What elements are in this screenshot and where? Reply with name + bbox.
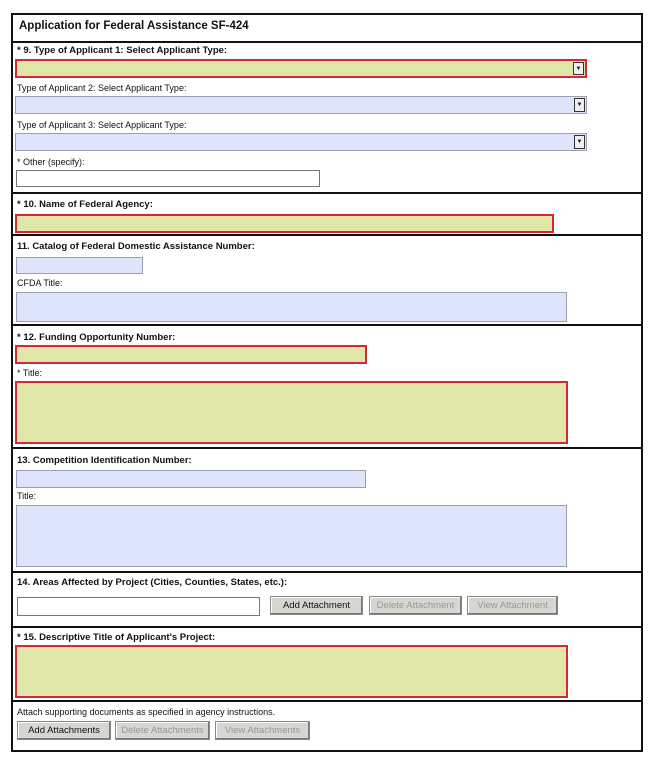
delete-attachments-button[interactable]: Delete Attachments [115, 721, 210, 740]
funding-title-label: * Title: [17, 368, 43, 378]
divider [11, 700, 643, 702]
chevron-down-icon[interactable]: ▼ [574, 135, 585, 149]
project-title-label: * 15. Descriptive Title of Applicant's Project: [17, 632, 216, 643]
other-specify-input[interactable] [16, 170, 320, 187]
applicant-type-3-label: Type of Applicant 3: Select Applicant Type: [17, 120, 187, 130]
areas-affected-label: 14. Areas Affected by Project (Cities, Counties, States, etc.): [17, 577, 288, 588]
divider [11, 234, 643, 236]
applicant-type-3-select[interactable] [15, 133, 587, 151]
competition-id-input[interactable] [16, 470, 366, 488]
divider [11, 571, 643, 573]
other-specify-label: * Other (specify): [17, 157, 85, 167]
attach-instructions: Attach supporting documents as specified in agency instructions. [17, 707, 276, 717]
competition-title-textarea[interactable] [16, 505, 567, 567]
applicant-type-1-select[interactable] [15, 59, 587, 78]
competition-id-label: 13. Competition Identification Number: [17, 455, 192, 466]
divider [11, 626, 643, 628]
divider [11, 41, 643, 43]
project-title-textarea[interactable] [15, 645, 568, 698]
cfda-title-textarea[interactable] [16, 292, 567, 322]
divider [11, 324, 643, 326]
divider [11, 447, 643, 449]
cfda-title-label: CFDA Title: [17, 278, 63, 288]
competition-title-label: Title: [17, 491, 37, 501]
cfda-number-label: 11. Catalog of Federal Domestic Assistance Number: [17, 241, 255, 252]
federal-agency-label: * 10. Name of Federal Agency: [17, 199, 153, 210]
chevron-down-icon[interactable]: ▼ [573, 62, 584, 75]
view-attachment-button[interactable]: View Attachment [467, 596, 558, 615]
divider [11, 192, 643, 194]
funding-opportunity-input[interactable] [15, 345, 367, 364]
applicant-type-1-label: * 9. Type of Applicant 1: Select Applicant Type: [17, 45, 228, 56]
add-attachments-button[interactable]: Add Attachments [17, 721, 111, 740]
funding-opportunity-label: * 12. Funding Opportunity Number: [17, 332, 176, 343]
areas-affected-input[interactable] [17, 597, 260, 616]
form-title: Application for Federal Assistance SF-424 [19, 20, 249, 32]
chevron-down-icon[interactable]: ▼ [574, 98, 585, 112]
cfda-number-input[interactable] [16, 257, 143, 274]
funding-title-textarea[interactable] [15, 381, 568, 444]
view-attachments-button[interactable]: View Attachments [215, 721, 310, 740]
applicant-type-2-select[interactable] [15, 96, 587, 114]
federal-agency-input[interactable] [15, 214, 554, 233]
applicant-type-2-label: Type of Applicant 2: Select Applicant Type: [17, 83, 187, 93]
add-attachment-button[interactable]: Add Attachment [270, 596, 363, 615]
delete-attachment-button[interactable]: Delete Attachment [369, 596, 462, 615]
